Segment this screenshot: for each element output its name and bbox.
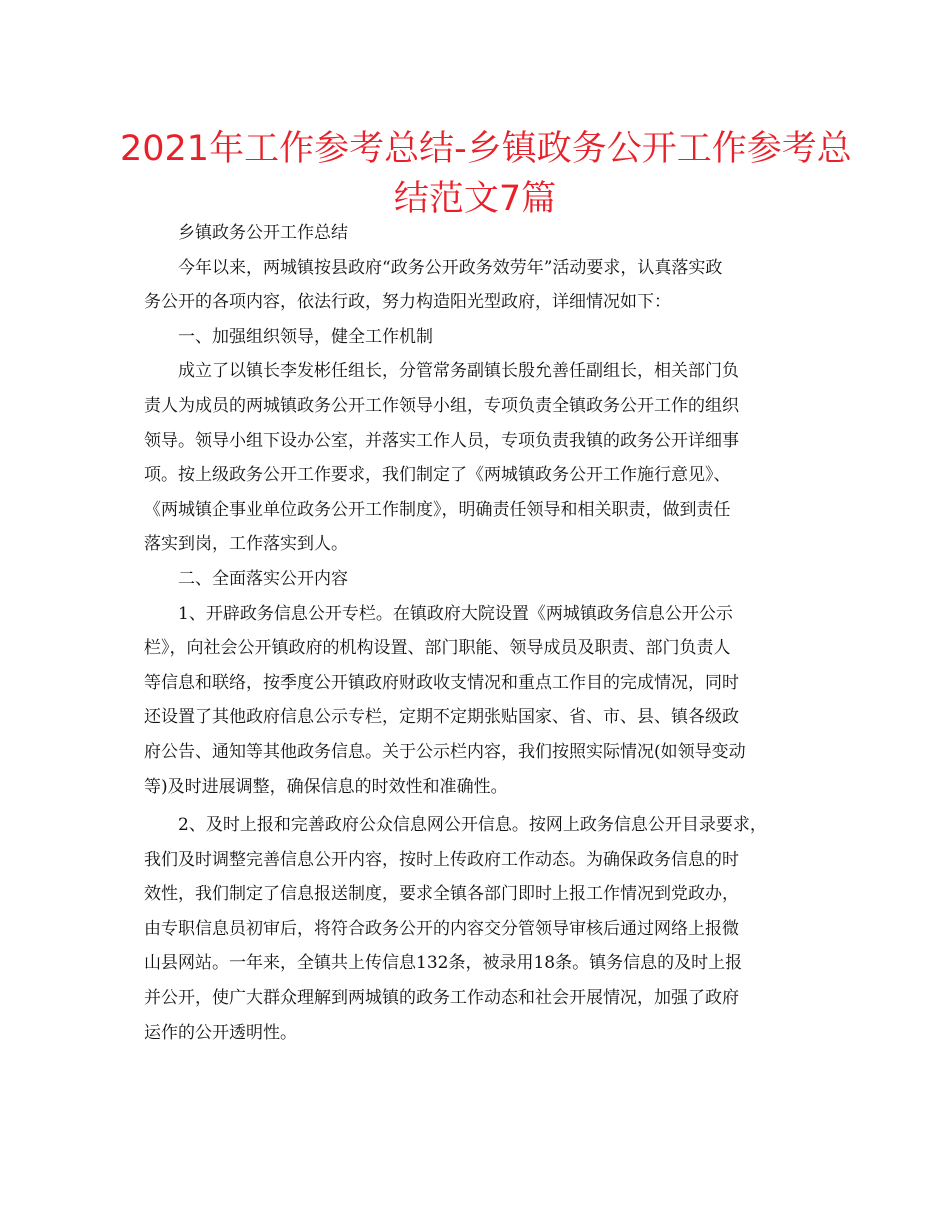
text-line: 还设置了其他政府信息公示专栏，定期不定期张贴国家、省、市、县、镇各级政 bbox=[144, 707, 739, 728]
text-line: 责人为成员的两城镇政务公开工作领导小组，专项负责全镇政务公开工作的组织 bbox=[144, 395, 739, 416]
text-line: 乡镇政务公开工作总结 bbox=[178, 223, 348, 243]
text-line: 等信息和联络，按季度公开镇政府财政收支情况和重点工作目的完成情况，同时 bbox=[144, 672, 739, 693]
text-line: 1、开辟政务信息公开专栏。在镇政府大院设置《两城镇政务信息公开公示 bbox=[178, 603, 733, 624]
text-line: 效性，我们制定了信息报送制度，要求全镇各部门即时上报工作情况到党政办， bbox=[144, 884, 739, 905]
text-line: 一、加强组织领导，健全工作机制 bbox=[178, 326, 433, 347]
text-line: 山县网站。一年来，全镇共上传信息132条，被录用18条。镇务信息的及时上报 bbox=[144, 953, 743, 974]
section-heading-1 bbox=[144, 320, 810, 355]
text-line: 由专职信息员初审后，将符合政务公开的内容交分管领导审核后通过网络上报微 bbox=[144, 918, 739, 939]
text-line: 栏》，向社会公开镇政府的机构设置、部门职能、领导成员及职责、部门负责人 bbox=[144, 638, 731, 659]
paragraph-organization bbox=[144, 354, 810, 562]
section-subtitle bbox=[144, 216, 810, 251]
text-line: 今年以来，两城镇按县政府“政务公开政务效劳年”活动要求，认真落实政 bbox=[178, 257, 723, 278]
section-heading-2 bbox=[144, 562, 810, 597]
text-line: 领导。领导小组下设办公室，并落实工作人员，专项负责我镇的政务公开详细事 bbox=[144, 430, 739, 451]
document-title bbox=[120, 124, 852, 224]
text-line: 项。按上级政务公开工作要求，我们制定了《两城镇政务公开工作施行意见》、 bbox=[144, 465, 731, 486]
text-line: 我们及时调整完善信息公开内容，按时上传政府工作动态。为确保政务信息的时 bbox=[144, 849, 739, 870]
paragraph-bulletin-board bbox=[144, 597, 810, 805]
text-line: 二、全面落实公开内容 bbox=[178, 568, 348, 589]
title-line-1: 2021年工作参考总结-乡镇政务公开工作参考总 bbox=[120, 129, 852, 169]
text-line: 成立了以镇长李发彬任组长，分管常务副镇长殷允善任副组长，相关部门负 bbox=[178, 361, 739, 382]
title-line-2: 结范文7篇 bbox=[393, 179, 557, 219]
text-line: 运作的公开透明性。 bbox=[144, 1022, 297, 1043]
text-line: 《两城镇企事业单位政务公开工作制度》，明确责任领导和相关职责，做到责任 bbox=[144, 499, 731, 520]
text-line: 等)及时进展调整，确保信息的时效性和准确性。 bbox=[144, 776, 508, 797]
text-line: 并公开，使广大群众理解到两城镇的政务工作动态和社会开展情况，加强了政府 bbox=[144, 988, 739, 1009]
text-line: 府公告、通知等其他政务信息。关于公示栏内容，我们按照实际情况(如领导变动 bbox=[144, 741, 746, 762]
text-line: 务公开的各项内容，依法行政，努力构造阳光型政府，详细情况如下： bbox=[144, 292, 671, 313]
document-body bbox=[144, 216, 810, 1050]
paragraph-online-info bbox=[144, 808, 810, 1050]
text-line: 2、及时上报和完善政府公众信息网公开信息。按网上政务信息公开目录要求， bbox=[178, 815, 767, 836]
paragraph-intro bbox=[144, 251, 810, 320]
text-line: 落实到岗，工作落实到人。 bbox=[144, 534, 348, 555]
